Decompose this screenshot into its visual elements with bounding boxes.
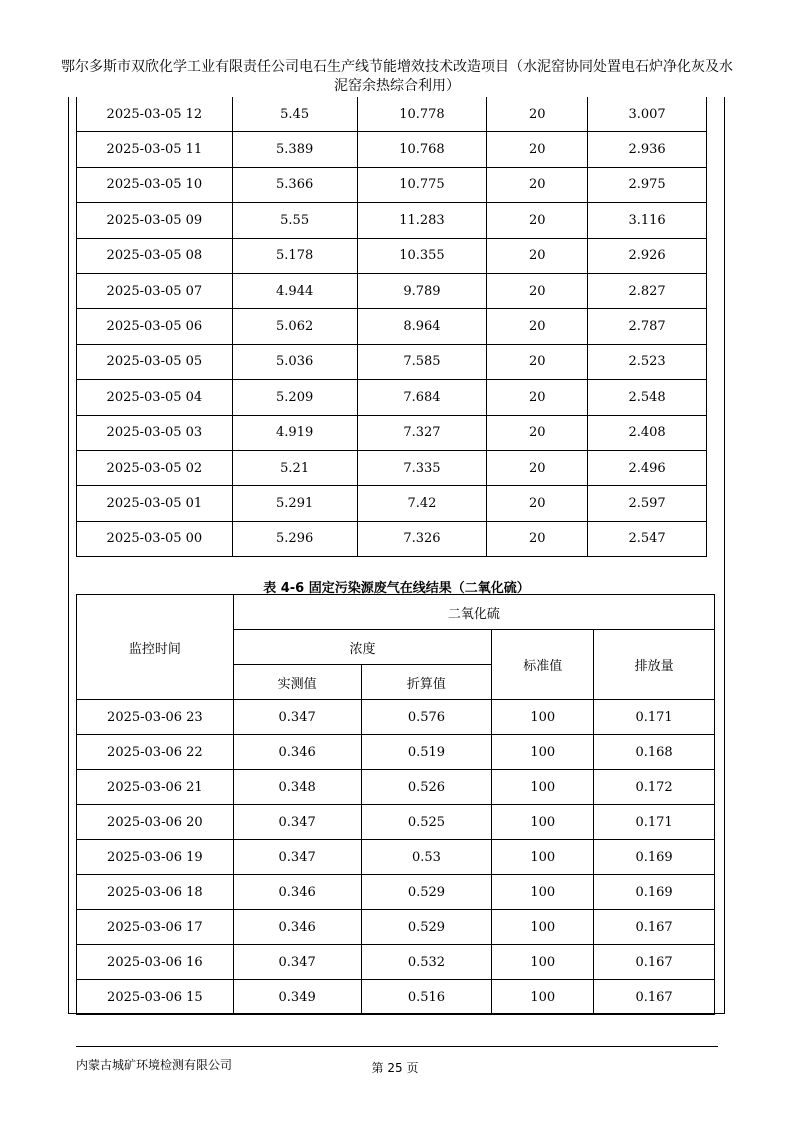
table-row — [77, 132, 707, 167]
table-cell: 10.355 — [357, 238, 487, 273]
table-cell: 0.529 — [361, 910, 492, 945]
table-cell: 2025-03-05 07 — [77, 273, 233, 308]
table-cell: 100 — [492, 980, 594, 1015]
table-row — [77, 910, 715, 945]
table-cell: 7.335 — [357, 450, 487, 485]
table-row — [77, 735, 715, 770]
table-cell: 5.178 — [232, 238, 357, 273]
table-row — [77, 309, 707, 344]
table-cell: 2.827 — [588, 273, 707, 308]
table-cell: 100 — [492, 910, 594, 945]
table-cell: 0.525 — [361, 805, 492, 840]
table-cell: 2.523 — [588, 344, 707, 379]
table-cell: 11.283 — [357, 203, 487, 238]
table-cell: 0.169 — [594, 840, 715, 875]
table-cell: 20 — [487, 97, 588, 132]
table-cell: 9.789 — [357, 273, 487, 308]
table-row — [77, 875, 715, 910]
table-cell: 100 — [492, 735, 594, 770]
table-cell: 5.389 — [232, 132, 357, 167]
table-cell: 0.53 — [361, 840, 492, 875]
table-cell: 7.327 — [357, 415, 487, 450]
table-cell: 5.062 — [232, 309, 357, 344]
table-cell: 2025-03-06 18 — [77, 875, 234, 910]
table-cell: 20 — [487, 132, 588, 167]
table-cell: 0.529 — [361, 875, 492, 910]
table-cell: 0.576 — [361, 700, 492, 735]
table-cell: 0.346 — [233, 735, 361, 770]
table-cell: 2025-03-05 03 — [77, 415, 233, 450]
so2-table — [76, 594, 715, 1015]
table-cell: 5.366 — [232, 167, 357, 202]
table-row — [77, 97, 707, 132]
table-cell: 2.975 — [588, 167, 707, 202]
table-cell: 7.684 — [357, 380, 487, 415]
table-cell: 2025-03-05 11 — [77, 132, 233, 167]
table-row — [77, 167, 707, 202]
table-cell: 2025-03-06 21 — [77, 770, 234, 805]
table-cell: 2025-03-06 20 — [77, 805, 234, 840]
table-row — [77, 415, 707, 450]
table-cell: 20 — [487, 415, 588, 450]
table-cell: 0.167 — [594, 945, 715, 980]
header-concentration: 浓度 — [233, 630, 492, 665]
table-cell: 0.171 — [594, 805, 715, 840]
table-cell: 5.21 — [232, 450, 357, 485]
table-row — [77, 980, 715, 1015]
table-cell: 5.036 — [232, 344, 357, 379]
table-cell: 20 — [487, 167, 588, 202]
table-row — [77, 945, 715, 980]
table-cell: 5.45 — [232, 97, 357, 132]
table-cell: 0.346 — [233, 875, 361, 910]
table-cell: 2025-03-06 15 — [77, 980, 234, 1015]
table-row — [77, 805, 715, 840]
header-pollutant: 二氧化硫 — [233, 595, 714, 630]
table-cell: 2025-03-06 16 — [77, 945, 234, 980]
table-cell: 5.55 — [232, 203, 357, 238]
table-cell: 2025-03-06 22 — [77, 735, 234, 770]
table-row — [77, 486, 707, 521]
table-cell: 2025-03-06 19 — [77, 840, 234, 875]
footer-company: 内蒙古城矿环境检测有限公司 — [76, 1058, 233, 1072]
table-cell: 2025-03-05 00 — [77, 521, 233, 556]
table-caption: 表 4-6 固定污染源废气在线结果（二氧化硫） — [263, 581, 530, 596]
table-row — [77, 203, 707, 238]
table-row — [77, 521, 707, 556]
table-cell: 7.326 — [357, 521, 487, 556]
table-cell: 2025-03-05 08 — [77, 238, 233, 273]
table-cell: 0.168 — [594, 735, 715, 770]
table-cell: 20 — [487, 273, 588, 308]
table-row — [77, 380, 707, 415]
header-standard: 标准值 — [492, 630, 594, 700]
table-cell: 0.347 — [233, 700, 361, 735]
table-cell: 0.172 — [594, 770, 715, 805]
header-emission: 排放量 — [594, 630, 715, 700]
table-row — [77, 840, 715, 875]
table-cell: 2.787 — [588, 309, 707, 344]
table-cell: 5.296 — [232, 521, 357, 556]
table-cell: 0.167 — [594, 910, 715, 945]
table-cell: 20 — [487, 521, 588, 556]
table-cell: 20 — [487, 309, 588, 344]
table-cell: 20 — [487, 380, 588, 415]
table-cell: 7.42 — [357, 486, 487, 521]
table-row — [77, 273, 707, 308]
table-cell: 20 — [487, 238, 588, 273]
table-cell: 100 — [492, 875, 594, 910]
table-cell: 2.408 — [588, 415, 707, 450]
table-cell: 100 — [492, 805, 594, 840]
table-cell: 2.936 — [588, 132, 707, 167]
table-cell: 2025-03-05 09 — [77, 203, 233, 238]
table-cell: 10.775 — [357, 167, 487, 202]
table-cell: 100 — [492, 700, 594, 735]
table-cell: 20 — [487, 486, 588, 521]
table-cell: 2025-03-05 12 — [77, 97, 233, 132]
table-cell: 5.291 — [232, 486, 357, 521]
emissions-table-continued — [76, 97, 707, 557]
table-cell: 3.007 — [588, 97, 707, 132]
table-cell: 100 — [492, 770, 594, 805]
table-cell: 20 — [487, 344, 588, 379]
table-cell: 100 — [492, 840, 594, 875]
table-cell: 100 — [492, 945, 594, 980]
table-cell: 0.347 — [233, 805, 361, 840]
table-cell: 3.116 — [588, 203, 707, 238]
header-monitor-time: 监控时间 — [77, 595, 234, 700]
table-cell: 2025-03-05 01 — [77, 486, 233, 521]
table-cell: 0.526 — [361, 770, 492, 805]
table-cell: 10.778 — [357, 97, 487, 132]
table-row — [77, 344, 707, 379]
table-cell: 2.926 — [588, 238, 707, 273]
table-cell: 2025-03-05 04 — [77, 380, 233, 415]
footer-page-number: 第 25 页 — [371, 1061, 419, 1075]
table-cell: 2025-03-06 23 — [77, 700, 234, 735]
table-cell: 2025-03-05 02 — [77, 450, 233, 485]
table-cell: 0.169 — [594, 875, 715, 910]
table-row — [77, 450, 707, 485]
table-cell: 0.516 — [361, 980, 492, 1015]
header-measured: 实测值 — [233, 665, 361, 700]
table-cell: 0.532 — [361, 945, 492, 980]
table-cell: 0.347 — [233, 945, 361, 980]
table-cell: 4.944 — [232, 273, 357, 308]
table-cell: 2025-03-06 17 — [77, 910, 234, 945]
table-cell: 20 — [487, 203, 588, 238]
table-cell: 2025-03-05 10 — [77, 167, 233, 202]
table-cell: 2.496 — [588, 450, 707, 485]
table-cell: 0.519 — [361, 735, 492, 770]
table-cell: 0.167 — [594, 980, 715, 1015]
table-cell: 2.597 — [588, 486, 707, 521]
table-cell: 20 — [487, 450, 588, 485]
table-cell: 8.964 — [357, 309, 487, 344]
header-converted: 折算值 — [361, 665, 492, 700]
footer-divider — [76, 1046, 718, 1047]
table-cell: 2.547 — [588, 521, 707, 556]
page-header-title: 鄂尔多斯市双欣化学工业有限责任公司电石生产线节能增效技术改造项目（水泥窑协同处置电石炉净化灰及水泥窑余热综合利用） — [61, 59, 733, 94]
table-cell: 0.348 — [233, 770, 361, 805]
table-row — [77, 700, 715, 735]
table-cell: 10.768 — [357, 132, 487, 167]
table-cell: 0.347 — [233, 840, 361, 875]
table-cell: 0.349 — [233, 980, 361, 1015]
table-cell: 2.548 — [588, 380, 707, 415]
table-cell: 2025-03-05 05 — [77, 344, 233, 379]
table-cell: 0.171 — [594, 700, 715, 735]
table-cell: 5.209 — [232, 380, 357, 415]
table-row — [77, 238, 707, 273]
table-cell: 4.919 — [232, 415, 357, 450]
table-cell: 2025-03-05 06 — [77, 309, 233, 344]
table-row — [77, 770, 715, 805]
table-cell: 0.346 — [233, 910, 361, 945]
table-cell: 7.585 — [357, 344, 487, 379]
